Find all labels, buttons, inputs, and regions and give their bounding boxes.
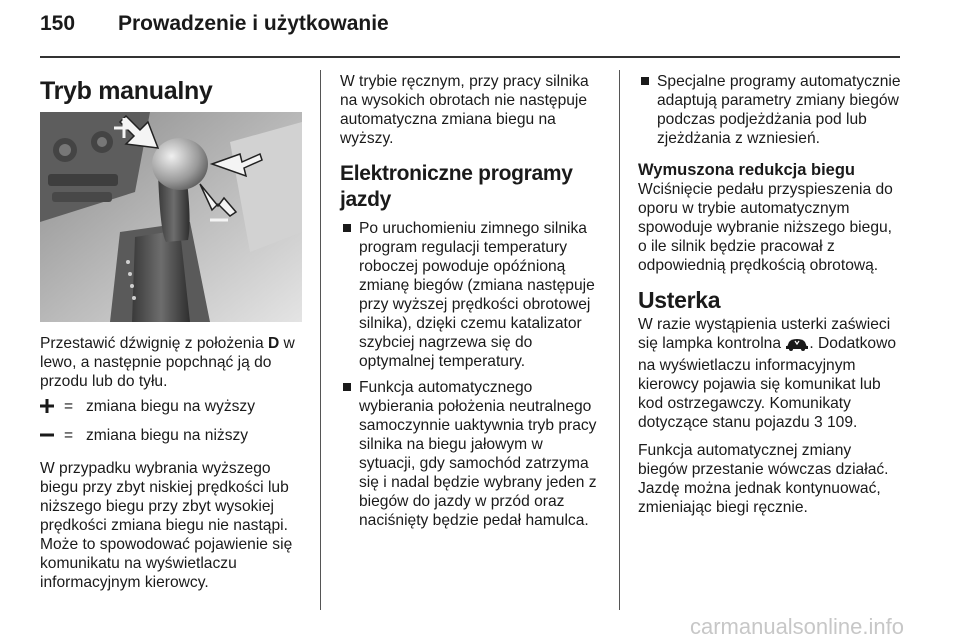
paragraph [40,334,302,391]
paragraph: Wciśnięcie pedału przyspieszenia do oporu w trybie automatycznym spowoduje wybranie niższego biegu, o ile silnik będzie pracował z odpowiednią prędkością obrotową. [638,181,893,274]
text: . Dodatkowo na wyświetlaczu informacyjnym kierowcy pojawia się komunikat lub kod ostrzegawczy. Komunikaty dotyczące stanu pojazdu [638,335,897,431]
section-heading: Usterka [638,287,721,313]
column-3 [638,72,902,517]
legend-row-upshift [40,396,302,416]
plus-icon [40,399,64,413]
equals-sign: = [64,426,74,444]
header-rule [40,56,900,58]
subsection-heading: Wymuszona redukcja biegu [638,161,855,179]
legend-row-downshift [40,425,302,445]
car-gearbox-warning-icon [785,337,809,356]
paragraph: W przypadku wybrania wyższego biegu przy zbyt niskiej prędkości lub niższego biegu przy zbyt wysokiej prędkości zmiana biegu nie nastąpi. Może to spowodować pojawienie się komunikatu na wyświetlaczu informacyjnym kierowcy. [40,460,293,591]
page-number: 150 [40,12,76,35]
minus-icon [40,428,64,442]
list-item: Po uruchomieniu zimnego silnika program regulacji temperatury roboczej powoduje opóźnioną zmianę biegów (zmiana następuje przy wyższej prędkości obrotowej silnika), dzięki czemu katalizator szybciej nagrzewa się do optymalnej temperatury. [340,219,602,371]
text: W razie wystąpienia usterki zaświeci się lampka kontrolna [638,316,891,352]
section-heading: Elektroniczne programy jazdy [340,162,573,211]
legend-text: zmiana biegu na wyższy [86,397,256,415]
chapter-title: Prowadzenie i użytkowanie [118,12,389,35]
column-1 [40,72,302,592]
gear-lever-photo [40,112,302,322]
position-label: D [267,335,280,352]
paragraph: Funkcja automatycznej zmiany biegów przestanie wówczas działać. Jazdę można jednak kontynuować, zmieniając biegi ręcznie. [638,442,889,516]
equals-sign: = [64,397,74,415]
text: Przestawić dźwignię z położenia [40,335,268,352]
paragraph: W trybie ręcznym, przy pracy silnika na wysokich obrotach nie następuje automatyczna zmiana biegu na wyższy. [340,73,589,147]
column-divider [619,70,620,610]
page-reference[interactable]: 3 109. [813,414,858,431]
watermark: carmanualsonline.info [689,614,904,639]
list-item: Specjalne programy automatycznie adaptują parametry zmiany biegów podczas podjeżdżania pod lub zjeżdżania z wzniesień. [638,72,902,148]
section-heading: Tryb manualny [40,77,213,105]
paragraph [638,315,902,432]
text: w lewo, a następnie popchnąć ją do przodu lub do tyłu. [40,335,295,390]
column-2 [340,72,602,530]
list-item: Funkcja automatycznego wybierania położenia neutralnego samoczynnie uaktywnia tryb pracy silnika na biegu jałowym w sytuacji, gdy samochód zatrzyma się i nadal będzie wybrany jeden z biegów do jazdy w przód oraz naciśnięty będzie pedał hamulca. [340,378,602,530]
legend-text: zmiana biegu na niższy [86,426,249,444]
column-divider [320,70,321,610]
